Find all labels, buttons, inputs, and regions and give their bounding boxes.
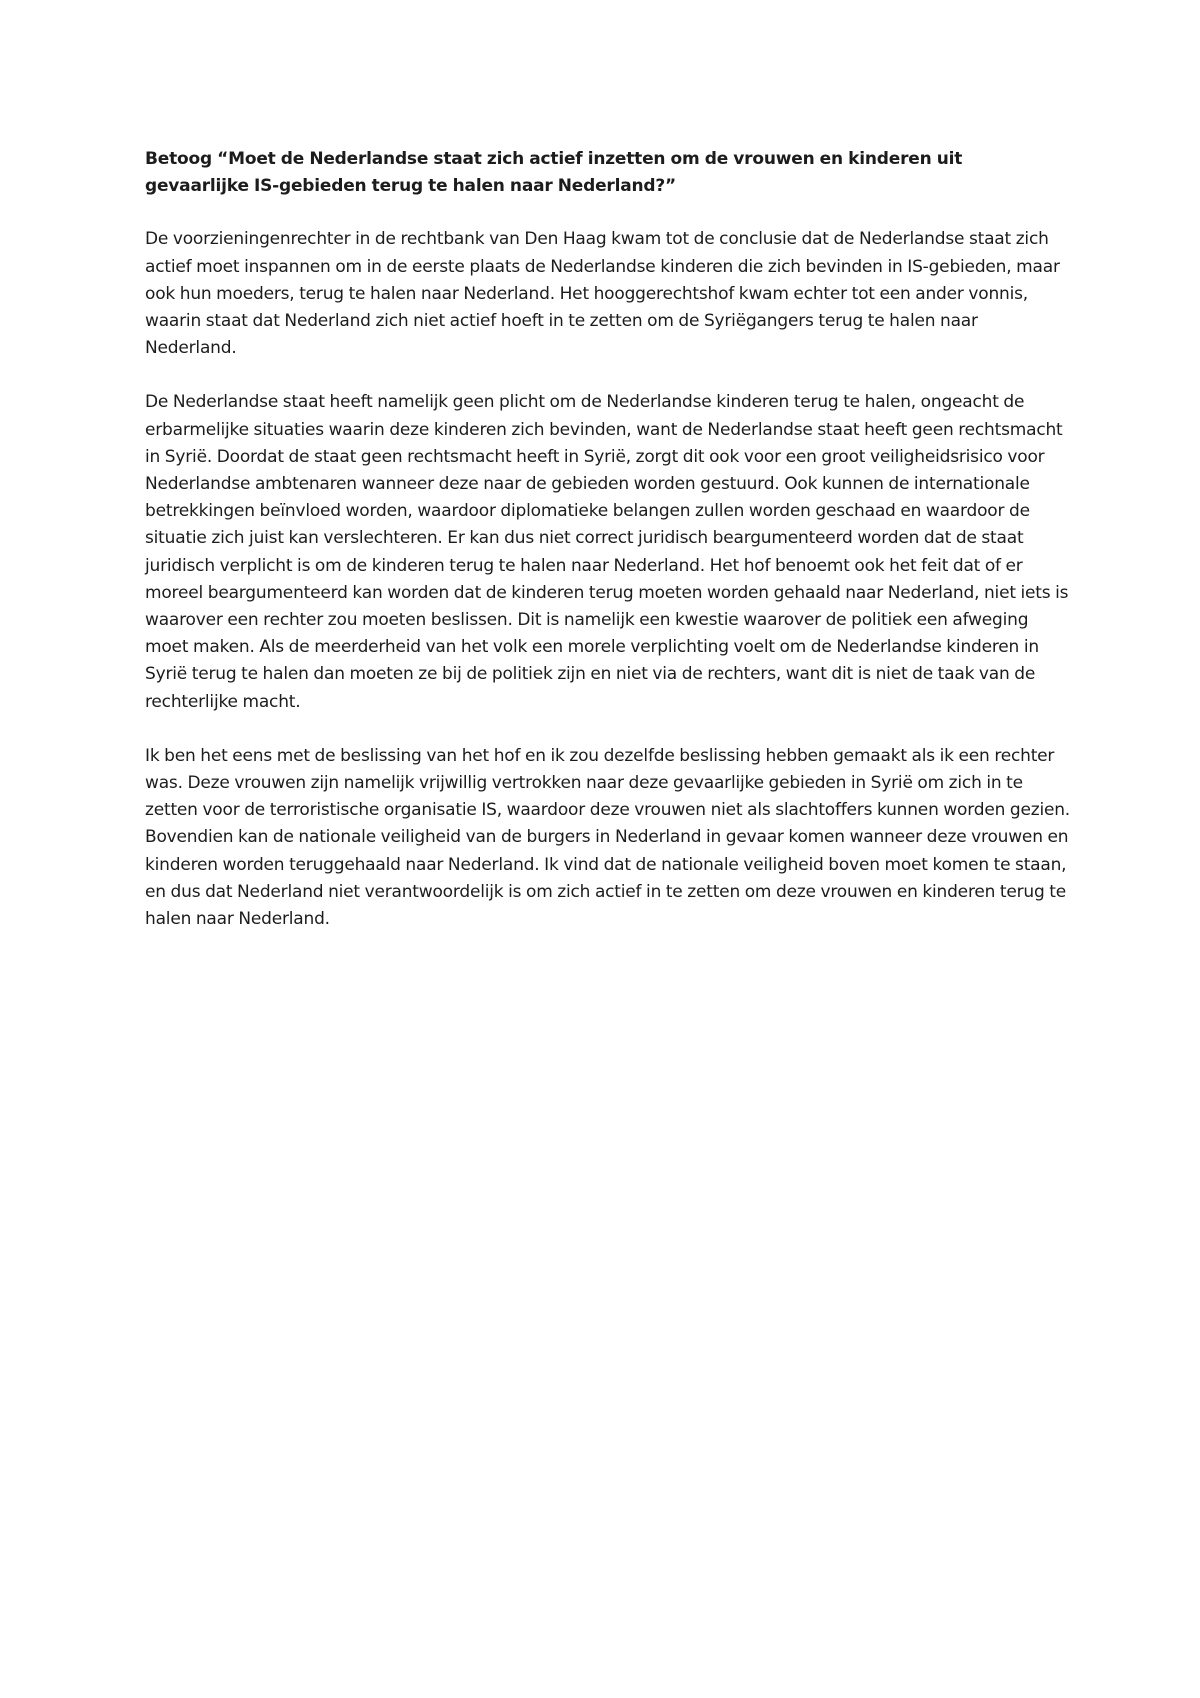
paragraph-3: Ik ben het eens met de beslissing van het hof en ik zou dezelfde beslissing hebben gemaakt als ik een rechter was. Deze vrouwen zijn namelijk vrijwillig vertrokken naar deze gevaarlijke gebieden in Syrië om zich in te zetten voor de terroristische organisatie IS, waardoor deze vrouwen niet als slachtoffers kunnen worden gezien. Bovendien kan de nationale veiligheid van de burgers in Nederland in gevaar komen wanneer deze vrouwen en kinderen worden teruggehaald naar Nederland. Ik vind dat de nationale veiligheid boven moet komen te staan, en dus dat Nederland niet verantwoordelijk is om zich actief in te zetten om deze vrouwen en kinderen terug te halen naar Nederland.: [145, 745, 1071, 930]
document-body: [145, 146, 1070, 960]
paragraph-1: De voorzieningenrechter in de rechtbank van Den Haag kwam tot de conclusie dat de Nederlandse staat zich actief moet inspannen om in de eerste plaats de Nederlandse kinderen die zich bevinden in IS-gebieden, maar ook hun moeders, terug te halen naar Nederland. Het hooggerechtshof kwam echter tot een ander vonnis, waarin staat dat Nederland zich niet actief hoeft in te zetten om de Syriëgangers terug te halen naar Nederland.: [145, 229, 1060, 359]
paragraph-2: De Nederlandse staat heeft namelijk geen plicht om de Nederlandse kinderen terug te halen, ongeacht de erbarmelijke situaties waarin deze kinderen zich bevinden, want de Nederlandse staat heeft geen rechtsmacht in Syrië. Doordat de staat geen rechtsmacht heeft in Syrië, zorgt dit ook voor een groot veiligheidsrisico voor Nederlandse ambtenaren wanneer deze naar de gebieden worden gestuurd. Ook kunnen de internationale betrekkingen beïnvloed worden, waardoor diplomatieke belangen zullen worden geschaad en waardoor de situatie zich juist kan verslechteren. Er kan dus niet correct juridisch beargumenteerd worden dat de staat juridisch verplicht is om de kinderen terug te halen naar Nederland. Het hof benoemt ook het feit dat of er moreel beargumenteerd kan worden dat de kinderen terug moeten worden gehaald naar Nederland, niet iets is waarover een rechter zou moeten beslissen. Dit is namelijk een kwestie waarover de politiek een afweging moet maken. Als de meerderheid van het volk een morele verplichting voelt om de Nederlandse kinderen in Syrië terug te halen dan moeten ze bij de politiek zijn en niet via de rechters, want dit is niet de taak van de rechterlijke macht.: [145, 392, 1069, 712]
document-title: Betoog “Moet de Nederlandse staat zich actief inzetten om de vrouwen en kinderen uit gevaarlijke IS-gebieden terug te halen naar Nederland?”: [145, 149, 963, 197]
